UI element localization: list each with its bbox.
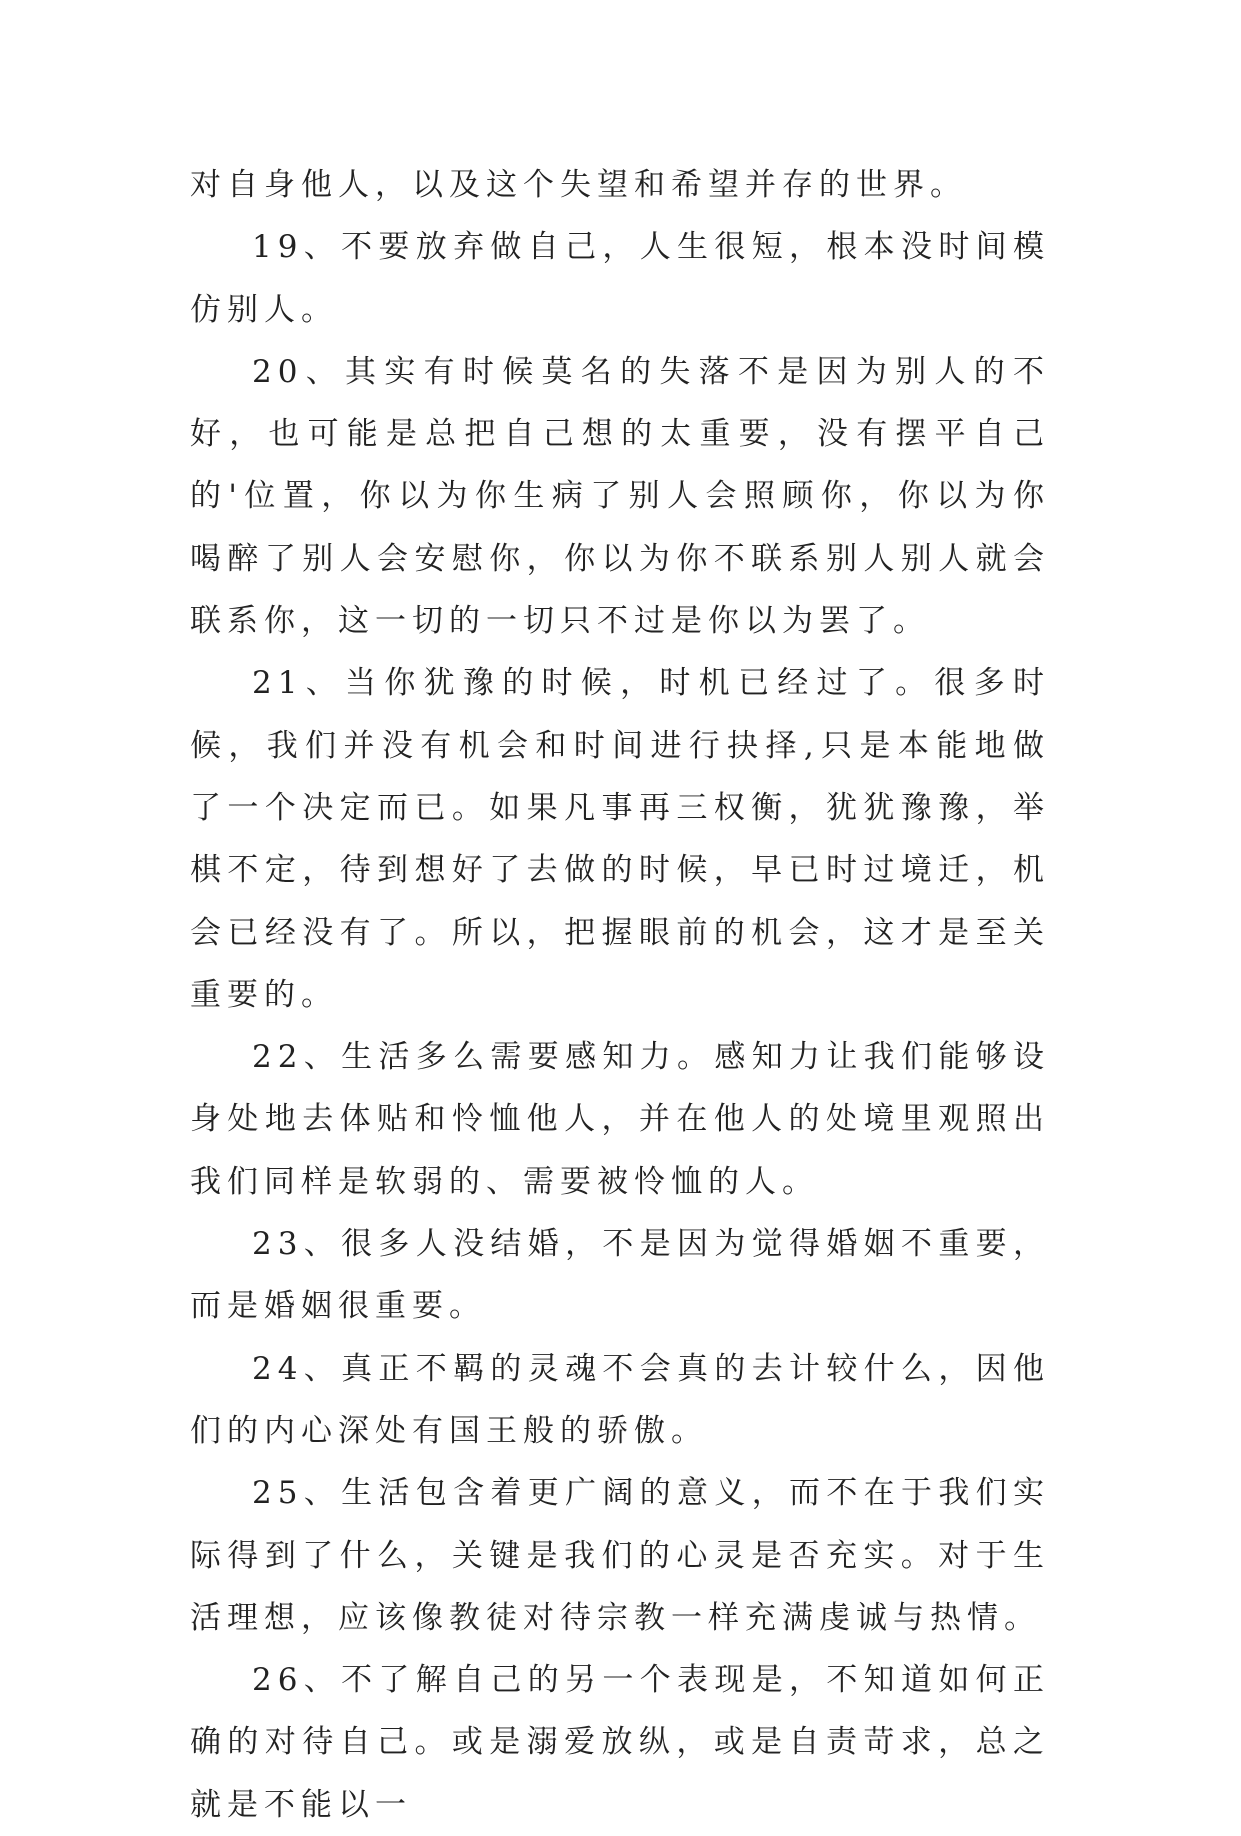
paragraph-20: 20、其实有时候莫名的失落不是因为别人的不好，也可能是总把自己想的太重要，没有摆平自己的'位置，你以为你生病了别人会照顾你，你以为你喝醉了别人会安慰你，你以为你不联系别人别人就会联系你，这一切的一切只不过是你以为罢了。 [190,353,1050,640]
paragraph-21: 21、当你犹豫的时候，时机已经过了。很多时候，我们并没有机会和时间进行抉择,只是本能地做了一个决定而已。如果凡事再三权衡，犹犹豫豫，举棋不定，待到想好了去做的时候，早已时过境迁，机会已经没有了。所以，把握眼前的机会，这才是至关重要的。 [190,665,1050,1013]
paragraph-25: 25、生活包含着更广阔的意义，而不在于我们实际得到了什么，关键是我们的心灵是否充实。对于生活理想，应该像教徒对待宗教一样充满虔诚与热情。 [190,1475,1050,1636]
paragraph-26: 26、不了解自己的另一个表现是，不知道如何正确的对待自己。或是溺爱放纵，或是自责苛求，总之就是不能以一 [190,1662,1050,1823]
paragraph-23: 23、很多人没结婚，不是因为觉得婚姻不重要，而是婚姻很重要。 [190,1226,1050,1325]
paragraph: 对自身他人，以及这个失望和希望并存的世界。 [190,167,967,203]
paragraph-24: 24、真正不羁的灵魂不会真的去计较什么，因他们的内心深处有国王般的骄傲。 [190,1350,1050,1449]
paragraph-22: 22、生活多么需要感知力。感知力让我们能够设身处地去体贴和怜恤他人，并在他人的处境里观照出我们同样是软弱的、需要被怜恤的人。 [190,1039,1050,1200]
document-body [190,154,1050,1836]
paragraph-19: 19、不要放弃做自己，人生很短，根本没时间模仿别人。 [190,229,1050,328]
